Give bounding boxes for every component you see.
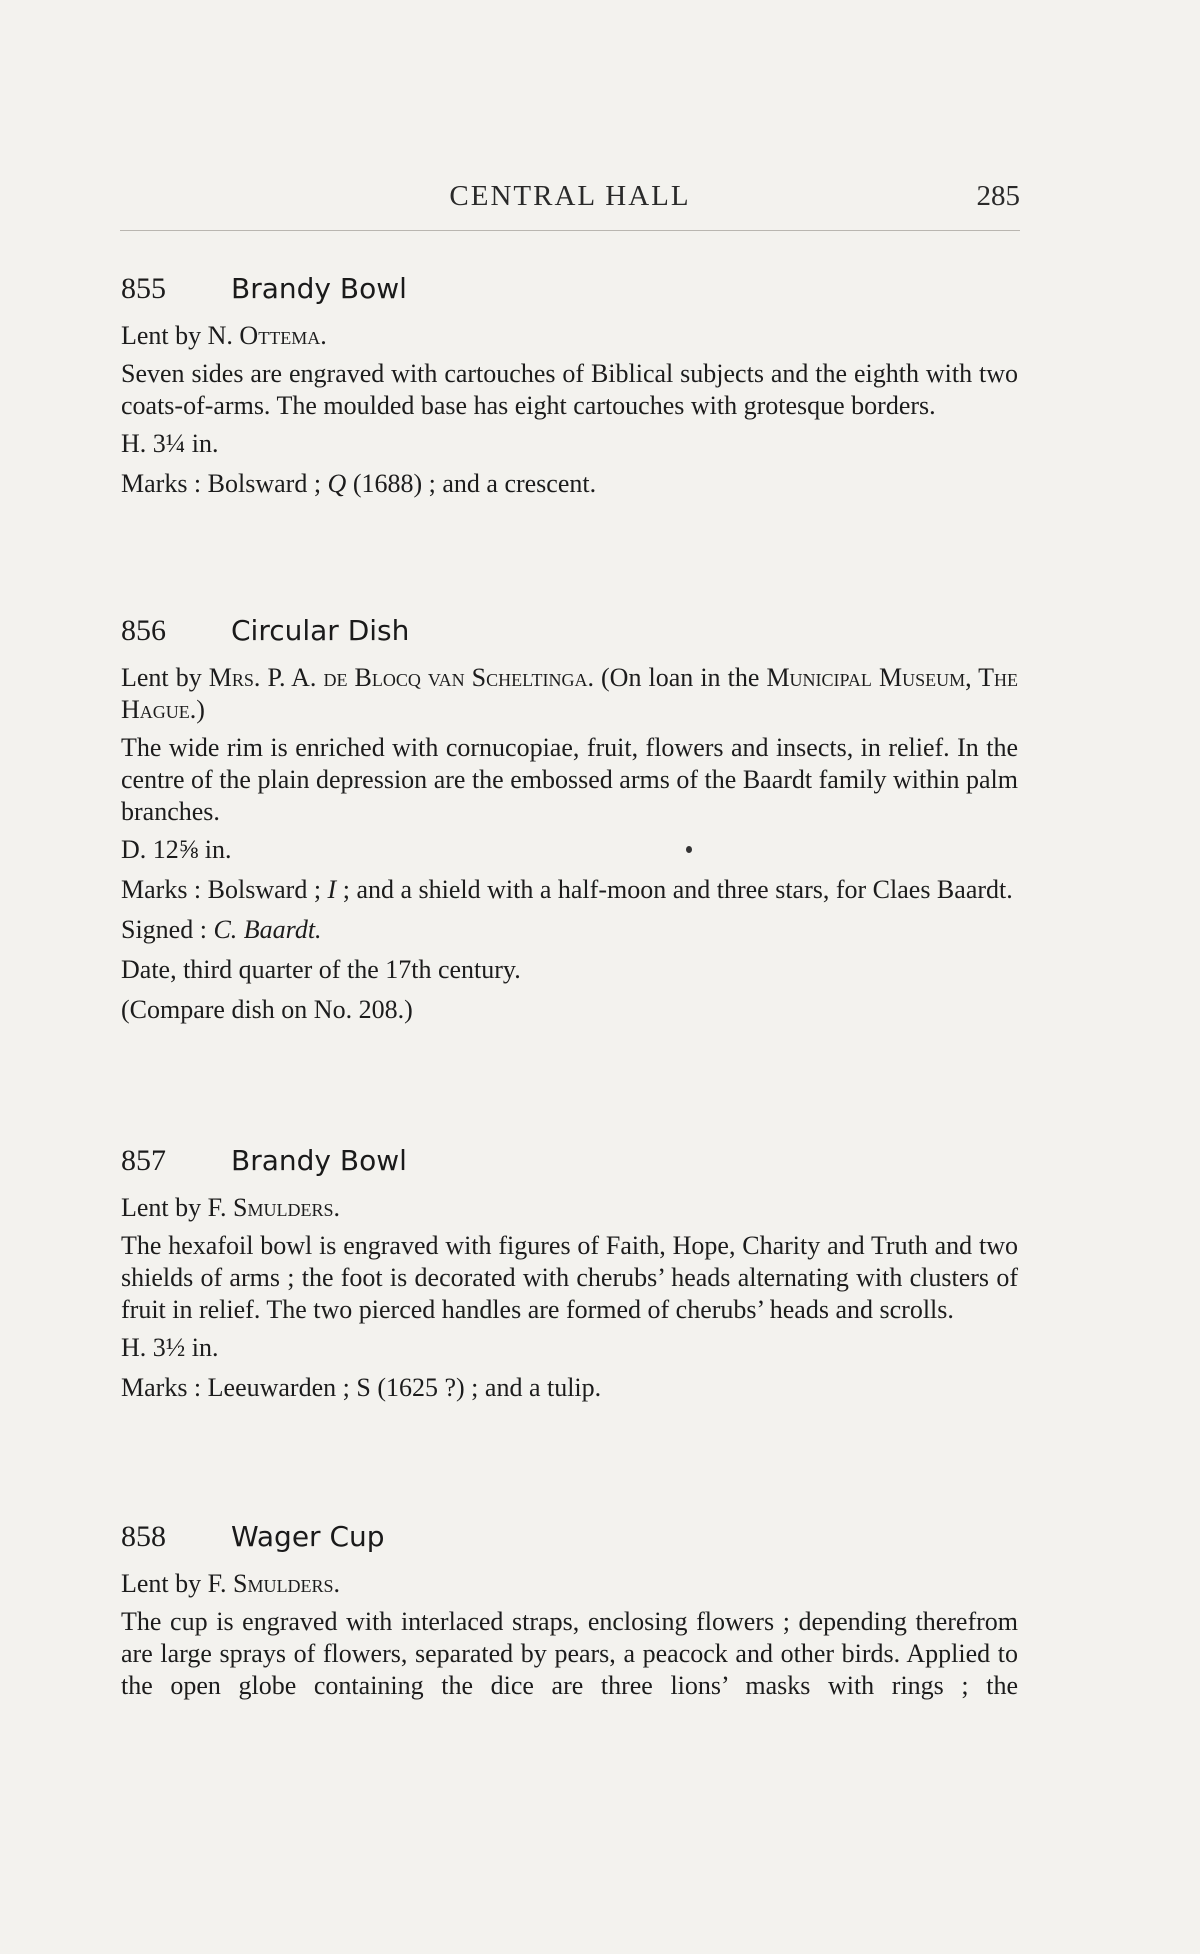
lender-note: (On loan in the: [601, 663, 760, 692]
entry-date: Date, third quarter of the 17th century.: [121, 955, 521, 984]
entry-size: H. 3½ in.: [121, 1333, 219, 1362]
entry-description: The cup is engraved with interlaced straps, enclosing flowers ; depending therefrom are large sprays of flowers, separated by pears, a peacock and other birds. Applied to the open globe containing the dice are three lions’ masks with rings ; the: [121, 1607, 1018, 1700]
lender-name: F. Smulders.: [207, 1193, 341, 1222]
catalogue-entry-856: [121, 614, 1018, 1034]
entry-description: Seven sides are engraved with cartouches of Biblical subjects and the eighth with two coats-of-arms. The moulded base has eight cartouches with grotesque borders.: [121, 359, 1018, 420]
marks-suffix: (1688) ; and a crescent.: [352, 469, 597, 498]
entry-title: Wager Cup: [231, 1520, 385, 1553]
entry-header: [121, 1520, 1018, 1566]
entry-signed: [121, 914, 1018, 946]
page-number: 285: [976, 180, 1020, 212]
lender-prefix: Lent by: [121, 663, 202, 692]
marks-prefix: Marks : Bolsward ;: [121, 875, 322, 904]
entry-size: D. 12⅝ in.: [121, 835, 232, 864]
lender-name: F. Smulders.: [207, 1569, 341, 1598]
entry-description: The hexafoil bowl is engraved with figures of Faith, Hope, Charity and Truth and two shields of arms ; the foot is decorated with cherubs’ heads alternating with clusters of fruit in relief. The two pierced handles are formed of cherubs’ heads and scrolls.: [121, 1231, 1018, 1324]
lender-prefix: Lent by: [121, 1193, 202, 1222]
lender-line: [121, 662, 1018, 726]
entry-marks: [121, 468, 1018, 500]
lender-note-cont: Municipal Museum, The Hague.): [121, 663, 1019, 724]
entry-description: The wide rim is enriched with cornucopiae, fruit, flowers and insects, in relief. In the centre of the plain depression are the embossed arms of the Baardt family within palm branches.: [121, 733, 1018, 826]
entry-header: [121, 614, 1018, 660]
lender-prefix: Lent by: [121, 1569, 202, 1598]
lender-line: [121, 320, 1018, 352]
lender-line: [121, 1192, 1018, 1224]
entry-compare: (Compare dish on No. 208.): [121, 995, 413, 1024]
entry-marks: Marks : Leeuwarden ; S (1625 ?) ; and a tulip.: [121, 1373, 602, 1402]
entry-title: Brandy Bowl: [231, 1144, 407, 1177]
marks-letter: Q: [327, 469, 347, 498]
signed-name: C. Baardt.: [213, 915, 322, 944]
entry-title: Brandy Bowl: [231, 272, 407, 305]
entry-header: [121, 272, 1018, 318]
lender-line: [121, 1568, 1018, 1600]
marks-letter: I: [327, 875, 337, 904]
entry-number: 857: [121, 1144, 166, 1177]
entry-size: H. 3¼ in.: [121, 429, 219, 458]
entry-title: Circular Dish: [231, 614, 410, 647]
running-title: CENTRAL HALL: [449, 180, 691, 212]
entry-number: 858: [121, 1520, 166, 1553]
ink-speck: [686, 846, 692, 853]
catalogue-entry-858: [121, 1520, 1018, 1708]
catalogue-entry-857: [121, 1144, 1018, 1412]
entry-marks: [121, 874, 1018, 906]
entry-number: 856: [121, 614, 166, 647]
lender-prefix: Lent by: [121, 321, 202, 350]
lender-name: N. Ottema.: [207, 321, 327, 350]
running-head: [120, 180, 1020, 231]
marks-suffix: ; and a shield with a half-moon and three stars, for Claes Baardt.: [342, 875, 1013, 904]
lender-name: Mrs. P. A. de Blocq van Scheltinga.: [208, 663, 594, 692]
catalogue-entry-855: [121, 272, 1018, 508]
marks-prefix: Marks : Bolsward ;: [121, 469, 322, 498]
entry-header: [121, 1144, 1018, 1190]
signed-prefix: Signed :: [121, 915, 207, 944]
entry-number: 855: [121, 272, 166, 305]
